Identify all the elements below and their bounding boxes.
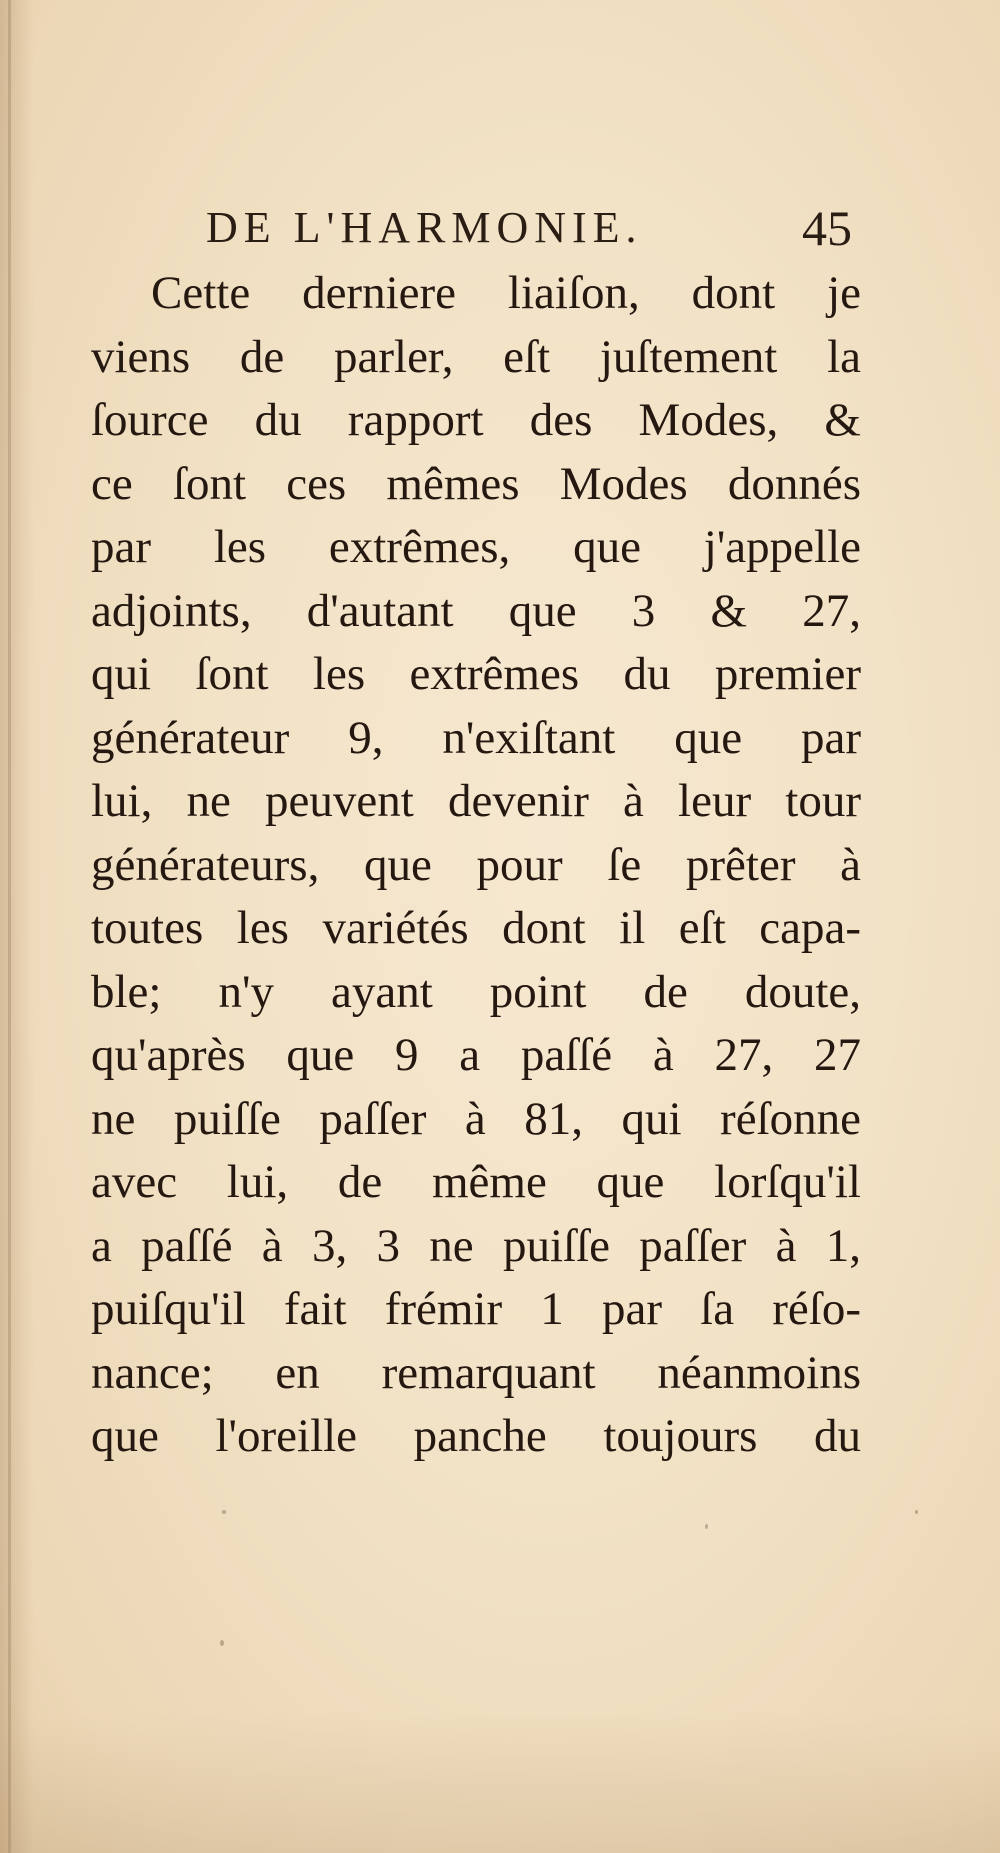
paper-speck xyxy=(705,1524,708,1529)
text-line: qui ſont les extrêmes du premier xyxy=(91,648,861,700)
text-line: adjoints, d'autant que 3 & 27, xyxy=(91,584,861,637)
text-line: ne puiſſe paſſer à 81, qui réſonne xyxy=(91,1092,861,1145)
text-line: ſource du rapport des Modes, & xyxy=(91,394,861,446)
text-line: avec lui, de même que lorſqu'il xyxy=(91,1156,861,1208)
text-line: générateur 9, n'exiſtant que par xyxy=(91,711,861,764)
text-line: que l'oreille panche toujours du xyxy=(91,1410,861,1462)
text-line: a paſſé à 3, 3 ne puiſſe paſſer à 1, xyxy=(91,1219,861,1272)
text-line: ble; n'y ayant point de doute, xyxy=(91,965,861,1018)
text-line: puiſqu'il fait frémir 1 par ſa réſo- xyxy=(91,1283,861,1335)
paper-speck xyxy=(915,1510,918,1514)
text-line: qu'après que 9 a paſſé à 27, 27 xyxy=(91,1029,861,1081)
text-line: ce ſont ces mêmes Modes donnés xyxy=(91,457,861,510)
text-line: par les extrêmes, que j'appelle xyxy=(91,521,861,573)
body-text xyxy=(91,262,861,1469)
text-line: Cette derniere liaiſon, dont je xyxy=(151,267,861,319)
text-line: nance; en remarquant néanmoins xyxy=(91,1346,861,1399)
running-title: DE L'HARMONIE. xyxy=(206,203,643,252)
running-head xyxy=(206,200,852,256)
text-line: générateurs, que pour ſe prêter à xyxy=(91,838,861,891)
text-line: viens de parler, eſt juſtement la xyxy=(91,330,861,383)
page-gutter-shadow xyxy=(0,0,34,1853)
page-number: 45 xyxy=(802,200,852,256)
text-line: toutes les variétés dont il eſt capa- xyxy=(91,902,861,954)
page-bottom-shadow xyxy=(0,1713,1000,1853)
page-edge xyxy=(8,0,11,1853)
paper-speck xyxy=(220,1640,224,1646)
text-line: lui, ne peuvent devenir à leur tour xyxy=(91,775,861,827)
paper-speck xyxy=(222,1510,226,1514)
